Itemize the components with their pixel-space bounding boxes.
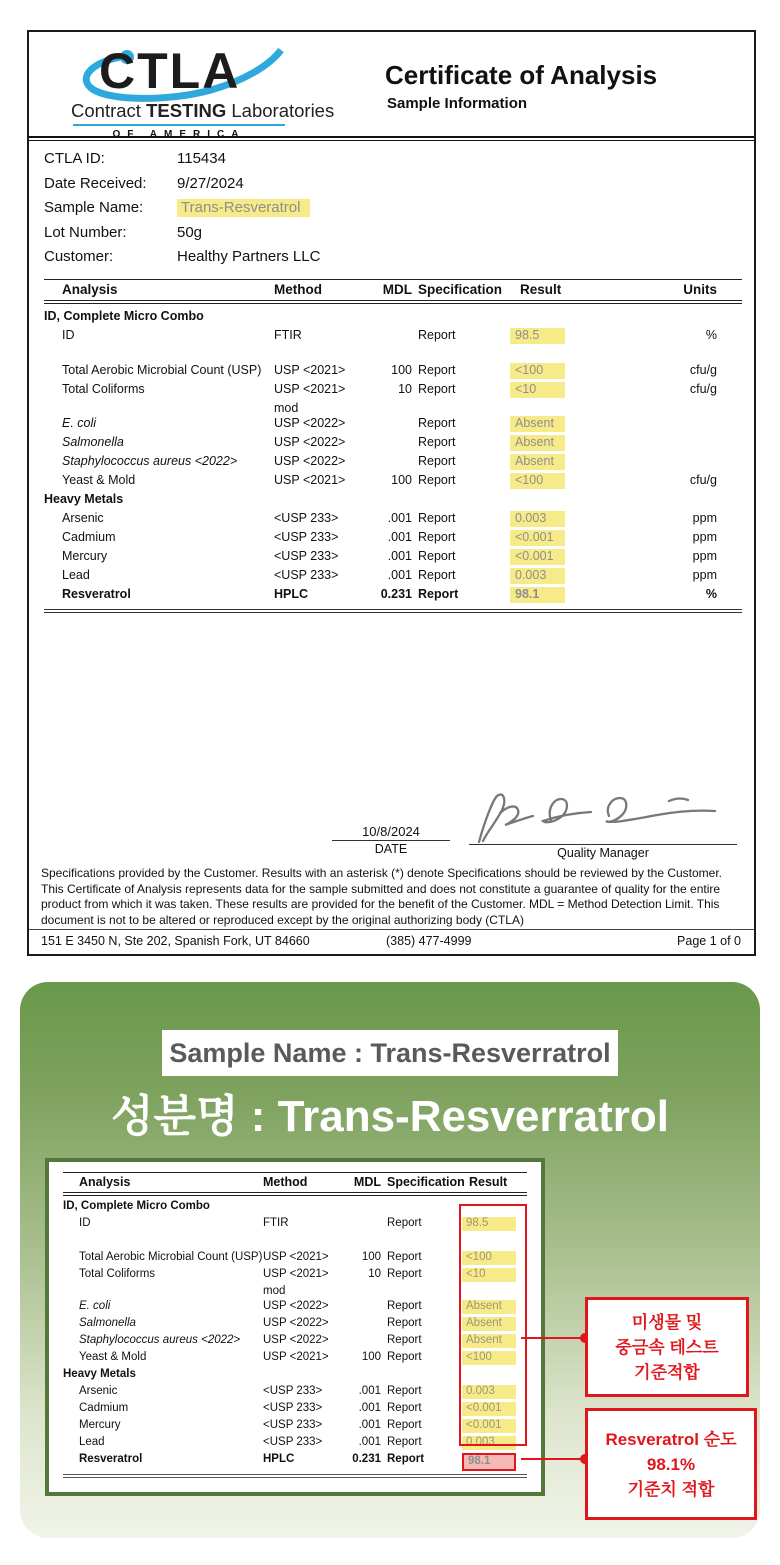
method-cell: <USP 233> <box>274 549 339 563</box>
result-value: <100 <box>462 1351 516 1365</box>
specification-cell: Report <box>418 530 456 544</box>
mdl-cell: .001 <box>387 568 412 582</box>
method-cell: <USP 233> <box>274 530 339 544</box>
column-header: Specification <box>418 282 503 297</box>
result-cell <box>459 1334 521 1348</box>
page-title: Certificate of Analysis <box>385 60 658 90</box>
table-method-continuation-row <box>44 401 742 416</box>
column-header: Specification <box>387 1175 465 1189</box>
analysis-cell: E. coli <box>62 416 97 430</box>
mdl-cell: .001 <box>358 1402 381 1414</box>
callout2-connector-line <box>521 1458 585 1460</box>
mdl-cell: 100 <box>361 1351 381 1363</box>
specification-cell: Report <box>418 454 456 468</box>
result-cell <box>510 435 622 451</box>
mdl-cell: 0.231 <box>352 1453 381 1465</box>
specification-cell: Report <box>387 1351 422 1363</box>
page-subtitle: Sample Information <box>387 95 528 112</box>
method-cell: <USP 233> <box>263 1385 323 1397</box>
table-bottom-rule <box>63 1472 527 1478</box>
analysis-cell: Cadmium <box>62 530 116 544</box>
result-value: Absent <box>462 1334 516 1348</box>
result-cell <box>510 454 622 470</box>
table-method-continuation-row <box>63 1285 527 1300</box>
result-cell <box>459 1419 521 1433</box>
specification-cell: Report <box>387 1436 422 1448</box>
table-section-row <box>44 492 742 511</box>
callout-line: 98.1% <box>646 1454 696 1474</box>
table-row <box>63 1385 527 1402</box>
method-cell: <USP 233> <box>263 1419 323 1431</box>
table-row <box>44 549 742 568</box>
mdl-cell: .001 <box>358 1385 381 1397</box>
callout-micro-heavy-metals <box>585 1297 749 1397</box>
result-cell <box>459 1251 521 1265</box>
column-header: MDL <box>382 282 412 297</box>
table-spacer-row <box>63 1234 527 1251</box>
disclaimer-text <box>41 866 745 928</box>
column-header: MDL <box>353 1175 381 1189</box>
result-value: Absent <box>462 1300 516 1314</box>
method-cell: USP <2021> <box>274 382 346 396</box>
title-block <box>385 60 745 112</box>
signature-block <box>469 788 737 860</box>
result-value: <0.001 <box>462 1402 516 1416</box>
analysis-cell: Total Coliforms <box>79 1268 156 1280</box>
result-value: <10 <box>462 1268 516 1282</box>
units-cell: ppm <box>692 511 717 525</box>
table-row <box>63 1251 527 1268</box>
method-cell: USP <2022> <box>263 1334 329 1346</box>
specification-cell: Report <box>387 1334 422 1346</box>
result-cell <box>459 1351 521 1365</box>
column-header: Units <box>683 282 717 297</box>
specification-cell: Report <box>418 549 456 563</box>
method-cell: FTIR <box>263 1217 289 1229</box>
units-cell: ppm <box>692 530 717 544</box>
disclaimer-line2: This Certificate of Analysis represents data for the sample submitted and does not constitute a guarantee of quality for the entire product from which it was taken. These results are provided for the benefit of the Customer. MDL = Method Detection Limit. This document is not to be altered or reproduced except by the original authorizing body (CTLA) <box>41 881 721 927</box>
certificate-page <box>27 30 756 956</box>
method-cell: USP <2022> <box>274 454 346 468</box>
logo-acronym: CTLA <box>99 43 241 99</box>
table-row <box>63 1334 527 1351</box>
result-cell <box>510 568 622 584</box>
result-cell <box>510 549 622 565</box>
analysis-cell: Total Coliforms <box>62 382 145 396</box>
table-row <box>44 511 742 530</box>
callout-line: 중금속 테스트 <box>615 1337 719 1357</box>
result-value: <0.001 <box>510 549 565 565</box>
analysis-cell: Lead <box>79 1436 105 1448</box>
info-row <box>44 175 320 200</box>
mdl-cell: 100 <box>391 363 412 377</box>
info-label: Sample Name: <box>44 199 144 217</box>
specification-cell: Report <box>387 1300 422 1312</box>
disclaimer-line1: Specifications provided by the Customer. Results with an asterisk (*) denote Specifications should be reviewed by the Customer. <box>41 866 723 880</box>
result-value: <100 <box>462 1251 516 1265</box>
analysis-cell: Yeast & Mold <box>79 1351 147 1363</box>
column-header: Result <box>520 282 562 297</box>
column-header: Method <box>263 1175 308 1189</box>
section-label: Heavy Metals <box>44 492 124 506</box>
table-row <box>44 587 742 607</box>
column-header: Analysis <box>62 282 118 297</box>
result-value: <100 <box>510 473 565 489</box>
signature-date-label: DATE <box>374 842 408 856</box>
info-row <box>44 224 320 249</box>
units-cell: % <box>705 328 717 342</box>
method-cell: <USP 233> <box>274 511 339 525</box>
method-cell: <USP 233> <box>274 568 339 582</box>
info-row <box>44 199 320 224</box>
callout-resveratrol-purity <box>585 1408 757 1520</box>
analysis-cell: Salmonella <box>79 1317 136 1329</box>
table-row <box>63 1402 527 1419</box>
table-row <box>44 328 742 347</box>
analysis-cell: Cadmium <box>79 1402 129 1414</box>
table-bottom-rule <box>44 607 742 613</box>
logo-of-america: OF AMERICA <box>112 129 246 140</box>
info-label: Lot Number: <box>44 223 127 241</box>
table-row <box>44 382 742 401</box>
result-cell <box>459 1268 521 1282</box>
analysis-cell: Resveratrol <box>62 587 131 601</box>
result-cell <box>510 473 622 489</box>
method-cell: USP <2021> <box>263 1351 329 1363</box>
units-cell: % <box>705 587 717 601</box>
lab-phone: (385) 477-4999 <box>386 934 472 948</box>
specification-cell: Report <box>418 382 456 396</box>
info-label: CTLA ID: <box>44 150 105 167</box>
analysis-cell: Mercury <box>62 549 108 563</box>
column-header: Analysis <box>79 1175 131 1189</box>
result-value: 98.1 <box>462 1453 516 1471</box>
table-section-row <box>63 1368 527 1385</box>
method-cell: <USP 233> <box>263 1402 323 1414</box>
table-row <box>44 473 742 492</box>
page-number: Page 1 of 0 <box>677 934 741 948</box>
result-value: Absent <box>510 454 565 470</box>
korean-banner <box>20 982 760 1538</box>
mdl-cell: .001 <box>387 549 412 563</box>
specification-cell: Report <box>387 1453 425 1465</box>
table-section-row <box>63 1200 527 1217</box>
result-cell <box>510 530 622 546</box>
result-value: 98.5 <box>510 328 565 344</box>
analysis-cell: Lead <box>62 568 90 582</box>
method-cell: HPLC <box>263 1453 295 1465</box>
analysis-cell: Yeast & Mold <box>62 473 136 487</box>
units-cell: ppm <box>692 568 717 582</box>
info-value: 9/27/2024 <box>177 174 244 192</box>
analysis-cell: Staphylococcus aureus <2022> <box>62 454 238 468</box>
signature-date: 10/8/2024 <box>332 824 450 841</box>
analysis-cell: ID <box>79 1217 91 1229</box>
logo-underline <box>73 124 285 126</box>
info-label: Customer: <box>44 248 114 266</box>
result-cell <box>459 1217 521 1231</box>
section-label: ID, Complete Micro Combo <box>44 309 204 323</box>
table-row <box>44 530 742 549</box>
result-cell <box>459 1317 521 1331</box>
result-value: 98.1 <box>510 587 565 603</box>
specification-cell: Report <box>418 363 456 377</box>
result-value: Absent <box>510 435 565 451</box>
table-spacer-row <box>44 347 742 363</box>
method-cell: USP <2021> <box>263 1251 329 1263</box>
column-header: Result <box>469 1175 508 1189</box>
result-value: 0.003 <box>510 511 565 527</box>
method-cell: USP <2022> <box>263 1300 329 1312</box>
table-row <box>63 1217 527 1234</box>
result-cell <box>510 511 622 527</box>
section-label: Heavy Metals <box>63 1368 136 1380</box>
logo-line1: Contract TESTING Laboratories <box>71 100 335 121</box>
signature-icon <box>469 788 731 850</box>
method-cell: mod <box>274 401 299 415</box>
mdl-cell: 10 <box>368 1268 381 1280</box>
analysis-table <box>44 279 742 613</box>
banner-table-card <box>45 1158 545 1496</box>
method-cell: USP <2022> <box>274 416 346 430</box>
signature-role-label: Quality Manager <box>557 846 649 860</box>
specification-cell: Report <box>387 1385 422 1397</box>
result-value: 98.5 <box>462 1217 516 1231</box>
units-cell: cfu/g <box>689 363 717 377</box>
table-row <box>63 1436 527 1453</box>
section-label: ID, Complete Micro Combo <box>63 1200 210 1212</box>
method-cell: <USP 233> <box>263 1436 323 1448</box>
result-value: Absent <box>462 1317 516 1331</box>
specification-cell: Report <box>418 587 459 601</box>
result-value: <0.001 <box>510 530 565 546</box>
analysis-cell: Arsenic <box>79 1385 118 1397</box>
callout1-connector-line <box>521 1337 585 1339</box>
sample-name-banner-ko: 성분명 : Trans-Resverratrol <box>111 1092 669 1141</box>
table-header-row <box>63 1172 527 1196</box>
mdl-cell: .001 <box>387 511 412 525</box>
result-cell <box>459 1385 521 1399</box>
method-cell: HPLC <box>274 587 309 601</box>
specification-cell: Report <box>387 1419 422 1431</box>
info-row <box>44 150 320 175</box>
table-row <box>63 1300 527 1317</box>
sample-info <box>44 150 320 273</box>
result-value: Absent <box>510 416 565 432</box>
sample-name-banner-en: Sample Name : Trans-Resverratrol <box>162 1030 618 1076</box>
table-row <box>63 1453 527 1472</box>
mdl-cell: .001 <box>358 1436 381 1448</box>
units-cell: ppm <box>692 549 717 563</box>
result-cell <box>459 1453 521 1471</box>
table-section-row <box>44 309 742 328</box>
info-value: 115434 <box>177 150 226 167</box>
specification-cell: Report <box>418 416 456 430</box>
method-cell: USP <2022> <box>263 1317 329 1329</box>
result-value: 0.003 <box>510 568 565 584</box>
callout-line: 기준치 적합 <box>627 1479 715 1499</box>
callout-line: Resveratrol 순도 <box>605 1429 737 1449</box>
table-row <box>44 416 742 435</box>
result-value: <0.001 <box>462 1419 516 1433</box>
header-divider <box>29 136 754 141</box>
result-cell <box>459 1436 521 1450</box>
result-cell <box>459 1402 521 1416</box>
callout-line: 기준적합 <box>634 1362 700 1382</box>
result-cell <box>510 363 622 379</box>
table-row <box>63 1317 527 1334</box>
info-label: Date Received: <box>44 174 147 192</box>
callout-line: 미생물 및 <box>631 1312 703 1332</box>
result-value: <100 <box>510 363 565 379</box>
analysis-cell: Total Aerobic Microbial Count (USP) <box>62 363 262 377</box>
table-row <box>44 435 742 454</box>
result-cell <box>510 328 622 344</box>
analysis-cell: Resveratrol <box>79 1453 143 1465</box>
analysis-cell: Arsenic <box>62 511 104 525</box>
table-row <box>63 1268 527 1285</box>
method-cell: FTIR <box>274 328 302 342</box>
table-row <box>63 1419 527 1436</box>
table-row <box>44 568 742 587</box>
result-cell <box>459 1300 521 1314</box>
specification-cell: Report <box>387 1317 422 1329</box>
result-value: <10 <box>510 382 565 398</box>
mdl-cell: 0.231 <box>380 587 412 601</box>
method-cell: USP <2022> <box>274 435 346 449</box>
result-cell <box>510 587 622 603</box>
signature-date-block <box>332 824 450 856</box>
footer-row <box>41 934 745 948</box>
analysis-cell: Total Aerobic Microbial Count (USP) <box>79 1251 263 1263</box>
method-cell: mod <box>263 1285 286 1297</box>
info-row <box>44 248 320 273</box>
mdl-cell: 100 <box>361 1251 381 1263</box>
units-cell: cfu/g <box>689 473 717 487</box>
table-row <box>44 363 742 382</box>
banner-analysis-table <box>63 1172 527 1478</box>
specification-cell: Report <box>387 1402 422 1414</box>
method-cell: USP <2021> <box>274 473 346 487</box>
specification-cell: Report <box>387 1217 422 1229</box>
units-cell: cfu/g <box>689 382 717 396</box>
specification-cell: Report <box>418 511 456 525</box>
result-value: 0.003 <box>462 1385 516 1399</box>
table-row <box>44 454 742 473</box>
mdl-cell: 10 <box>398 382 412 396</box>
specification-cell: Report <box>418 435 456 449</box>
table-header-row <box>44 279 742 304</box>
lab-address: 151 E 3450 N, Ste 202, Spanish Fork, UT 84660 <box>41 934 310 948</box>
result-cell <box>510 382 622 398</box>
ctla-logo <box>71 42 335 140</box>
specification-cell: Report <box>418 568 456 582</box>
footer-divider <box>29 929 754 930</box>
specification-cell: Report <box>418 473 456 487</box>
analysis-cell: Mercury <box>79 1419 121 1431</box>
analysis-cell: Salmonella <box>62 435 124 449</box>
info-value: Trans-Resveratrol <box>177 199 310 217</box>
specification-cell: Report <box>387 1268 422 1280</box>
column-header: Method <box>274 282 322 297</box>
analysis-cell: E. coli <box>79 1300 111 1312</box>
method-cell: USP <2021> <box>274 363 346 377</box>
analysis-cell: Staphylococcus aureus <2022> <box>79 1334 241 1346</box>
analysis-cell: ID <box>62 328 75 342</box>
method-cell: USP <2021> <box>263 1268 329 1280</box>
info-value: 50g <box>177 223 203 241</box>
specification-cell: Report <box>418 328 456 342</box>
result-cell <box>510 416 622 432</box>
table-row <box>63 1351 527 1368</box>
mdl-cell: 100 <box>391 473 412 487</box>
specification-cell: Report <box>387 1251 422 1263</box>
info-value: Healthy Partners LLC <box>177 248 321 266</box>
mdl-cell: .001 <box>358 1419 381 1431</box>
result-value: 0.003 <box>462 1436 516 1450</box>
mdl-cell: .001 <box>387 530 412 544</box>
